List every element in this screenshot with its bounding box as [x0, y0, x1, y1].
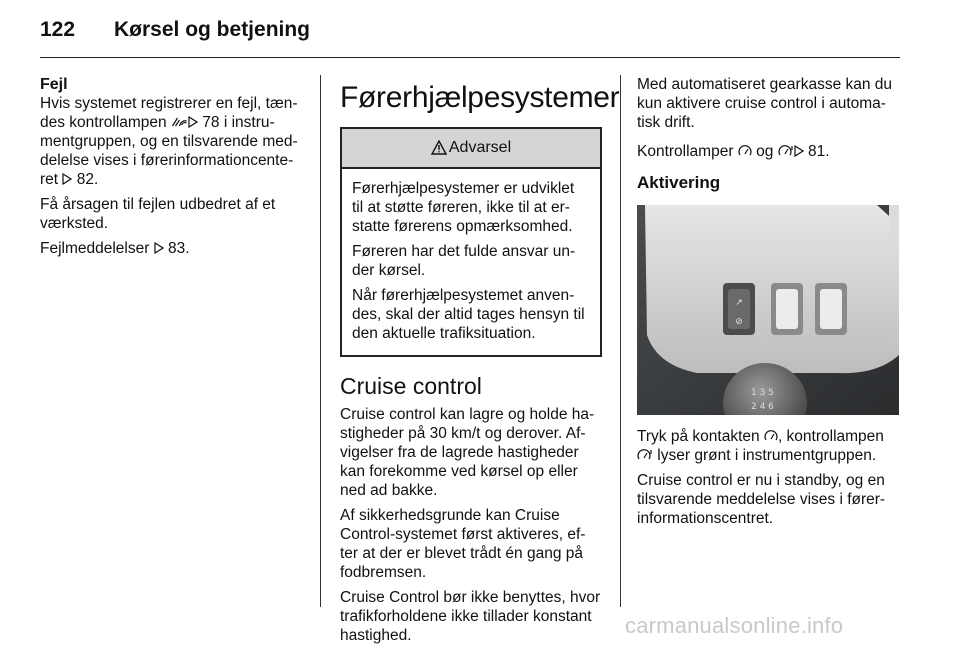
warning-title: Advarsel: [448, 139, 512, 156]
cruise-control-heading: Cruise control: [340, 373, 482, 399]
triangle-right-outline-icon[interactable]: [794, 145, 804, 157]
page-number: 122: [40, 18, 76, 41]
svg-text:2 4 6: 2 4 6: [751, 402, 774, 412]
speedometer-cruise-set-icon: [778, 145, 794, 157]
speedometer-cruise-icon: [764, 430, 778, 442]
page-header: [40, 18, 900, 60]
svg-text:↗: ↗: [735, 298, 743, 308]
activation-heading: Aktivering: [637, 173, 721, 192]
fault-heading: Fejl: [40, 76, 68, 93]
speedometer-cruise-icon: [738, 145, 752, 157]
text-segment: , kontrollampen: [777, 428, 884, 445]
header-rule: [40, 57, 900, 58]
driver-assist-heading: Førerhjælpesystemer: [340, 81, 620, 114]
text-segment: 82.: [72, 171, 99, 188]
column-2: [340, 75, 620, 651]
cruise-switch-photo: [637, 205, 899, 415]
column-1: [40, 75, 310, 264]
text-segment: og: [751, 143, 778, 160]
text-segment: 81.: [803, 143, 830, 160]
fault-paragraph-2: Få årsagen til fejlen udbedret af et værksted.: [40, 196, 276, 232]
speedometer-cruise-set-icon: [637, 449, 653, 461]
triangle-right-outline-icon[interactable]: [62, 173, 72, 185]
fault-paragraph-1: [40, 94, 310, 189]
triangle-right-outline-icon[interactable]: [154, 242, 164, 254]
column-divider-right: [620, 75, 621, 607]
watermark: carmanualsonline.info: [625, 613, 844, 638]
cruise-paragraph-1: Cruise control kan lagre og holde ha- stigheder på 30 km/t og derover. Af- vigelser fra de lagrede hastigheder kan forekomme ved kørsel op eller ned ad bakke.: [340, 406, 595, 499]
warning-body: [342, 169, 600, 355]
text-segment: lyser grønt i instrumentgruppen.: [653, 447, 877, 464]
activation-paragraph-1: [637, 427, 905, 465]
svg-text:1 3 5: 1 3 5: [751, 388, 774, 398]
svg-text:⊘: ⊘: [735, 317, 743, 327]
gearbox-paragraph: Med automatiseret gearkasse kan du kun aktivere cruise control i automa- tisk drift.: [637, 76, 893, 131]
column-divider-left: [320, 75, 321, 607]
text-segment: Tryk på kontakten: [637, 428, 764, 445]
text-segment: Hvis systemet registrerer en fejl, tæn- des kontrollampen: [40, 95, 298, 131]
cruise-paragraph-3: Cruise Control bør ikke benyttes, hvor trafikforholdene ikke tillader konstant hastighed.: [340, 589, 601, 644]
warning-paragraph-3: Når førerhjælpesystemet anven- des, skal der altid tages hensyn til den aktuelle trafiksituation.: [352, 287, 585, 342]
triangle-right-outline-icon[interactable]: [188, 116, 198, 128]
fault-paragraph-3: [40, 239, 310, 258]
warning-box: [340, 127, 602, 357]
cruise-paragraph-2: Af sikkerhedsgrunde kan Cruise Control-systemet først aktiveres, ef- ter at der er blevet trådt én gang på fodbremsen.: [340, 507, 586, 581]
warning-triangle-icon: [431, 140, 447, 155]
warning-paragraph-2: Føreren har det fulde ansvar un- der kørsel.: [352, 243, 576, 279]
text-segment: Kontrollamper: [637, 143, 738, 160]
text-segment: 83.: [163, 240, 190, 257]
text-segment: 78 i instru- mentgruppen, og en tilsvarende med- delelse vises i førerinformationcente- ret: [40, 114, 298, 188]
section-title: Kørsel og betjening: [114, 18, 311, 41]
warning-header: [342, 129, 600, 169]
warning-paragraph-1: Førerhjælpesystemer er udviklet til at støtte føreren, ikke til at er- statte førerens opmærksomhed.: [352, 180, 575, 235]
brake-assist-lamp-icon: [171, 116, 188, 128]
text-segment: Fejlmeddelelser: [40, 240, 154, 257]
activation-paragraph-2: Cruise control er nu i standby, og en tilsvarende meddelelse vises i fører- informationscentret.: [637, 472, 886, 527]
column-3: [637, 75, 905, 534]
lamps-paragraph: [637, 142, 905, 161]
